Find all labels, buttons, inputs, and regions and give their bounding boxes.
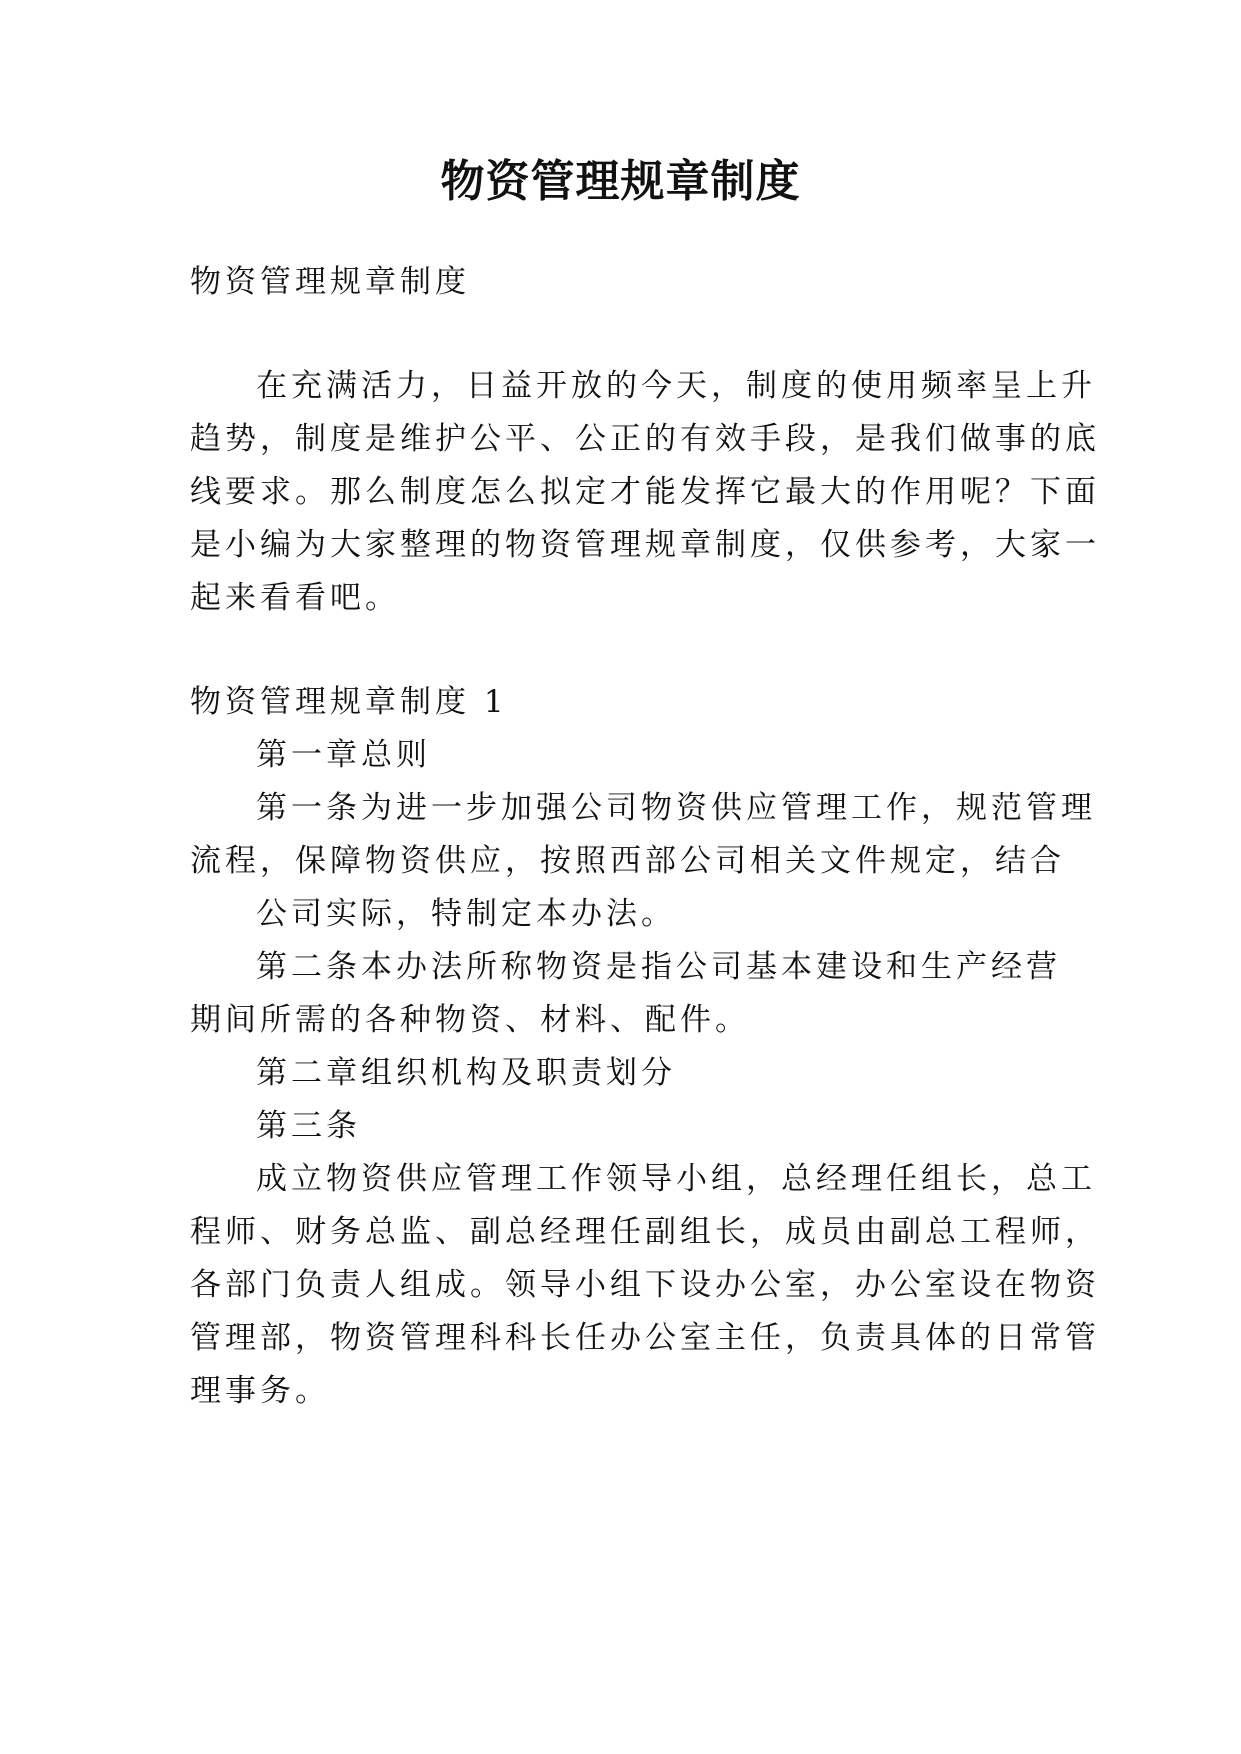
intro-line-3: 线要求。那么制度怎么拟定才能发挥它最大的作用呢？下面 (190, 474, 1100, 510)
article-3-line-1: 成立物资供应管理工作领导小组，总经理任组长，总工 (256, 1161, 1096, 1197)
article-3-line-4: 管理部，物资管理科科长任办公室主任，负责具体的日常管 (190, 1320, 1100, 1356)
article-1-line-3: 公司实际，特制定本办法。 (256, 896, 676, 932)
article-1-line-2: 流程，保障物资供应，按照西部公司相关文件规定，结合 (190, 843, 1065, 879)
intro-line-4: 是小编为大家整理的物资管理规章制度，仅供参考，大家一 (190, 527, 1100, 563)
chapter-1-heading: 第一章总则 (256, 737, 431, 773)
article-3-line-2: 程师、财务总监、副总经理任副组长，成员由副总工程师， (190, 1214, 1100, 1250)
article-1-line-1: 第一条为进一步加强公司物资供应管理工作，规范管理 (256, 790, 1096, 826)
intro-line-2: 趋势，制度是维护公平、公正的有效手段，是我们做事的底 (190, 421, 1100, 457)
article-3-line-3: 各部门负责人组成。领导小组下设办公室，办公室设在物资 (190, 1267, 1100, 1303)
document-title: 物资管理规章制度 (440, 156, 801, 207)
chapter-2-heading: 第二章组织机构及职责划分 (256, 1055, 676, 1091)
article-3-heading: 第三条 (256, 1108, 361, 1144)
intro-line-1: 在充满活力，日益开放的今天，制度的使用频率呈上升 (256, 368, 1096, 404)
subtitle-line: 物资管理规章制度 (190, 264, 470, 300)
article-2-line-1: 第二条本办法所称物资是指公司基本建设和生产经营 (256, 949, 1061, 985)
article-3-line-5: 理事务。 (190, 1373, 330, 1409)
section-heading: 物资管理规章制度 1 (190, 684, 508, 720)
intro-line-5: 起来看看吧。 (190, 580, 400, 616)
article-2-line-2: 期间所需的各种物资、材料、配件。 (190, 1002, 750, 1038)
